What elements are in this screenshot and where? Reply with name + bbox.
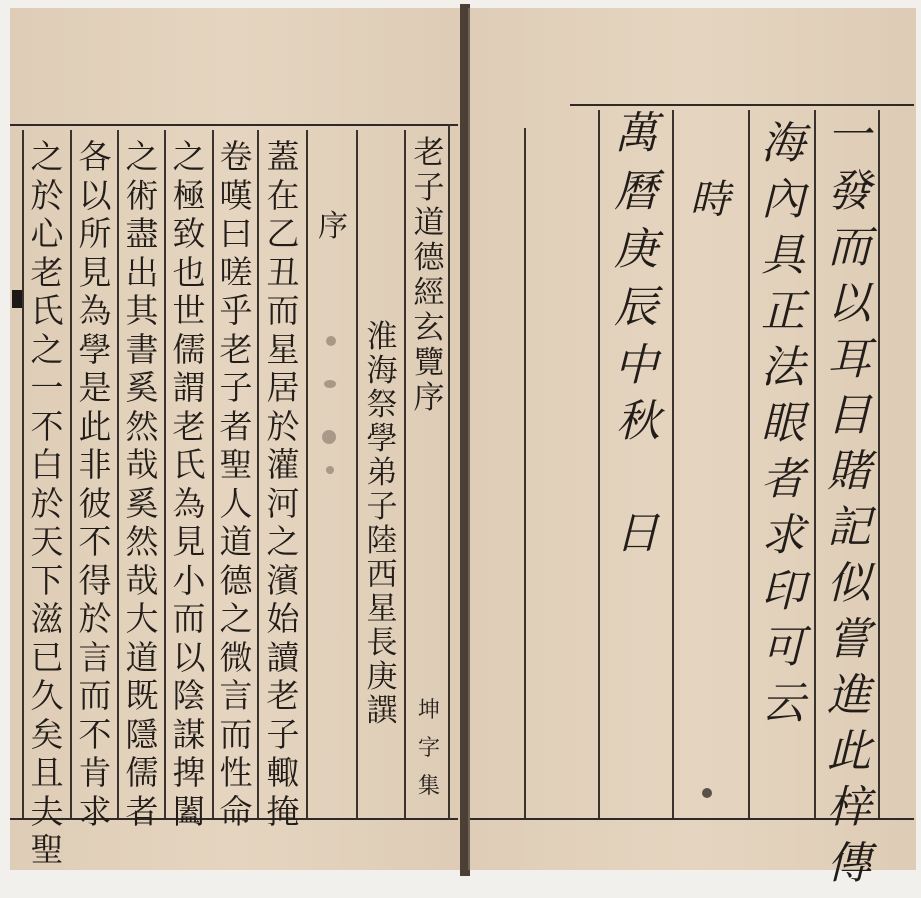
glyph: 覽 <box>413 345 445 381</box>
glyph: 之 <box>30 137 64 176</box>
glyph: 性 <box>219 753 253 792</box>
seal-fragment <box>322 430 336 444</box>
column-rule <box>748 110 750 818</box>
glyph: 大 <box>125 599 159 638</box>
handwritten-column-1 <box>820 110 878 898</box>
seal-fragment <box>324 380 336 388</box>
glyph: 賭 <box>827 446 871 497</box>
glyph: 坤 <box>417 698 440 723</box>
ink-dot <box>702 788 712 798</box>
glyph: 掩 <box>266 791 300 831</box>
glyph: 中 <box>614 340 658 391</box>
glyph: 天 <box>30 522 64 561</box>
column-rule <box>524 128 526 818</box>
glyph: 非 <box>78 445 112 484</box>
glyph: 氏 <box>30 291 64 330</box>
glyph: 道 <box>219 522 253 561</box>
glyph: 之 <box>219 599 253 638</box>
date-column <box>604 108 668 402</box>
glyph: 世 <box>172 291 206 330</box>
glyph: 序 <box>413 380 445 416</box>
glyph: 者 <box>219 406 253 446</box>
glyph: 辰 <box>614 282 658 333</box>
glyph: 星 <box>366 591 398 627</box>
glyph: 白 <box>30 445 64 484</box>
glyph: 不 <box>78 522 112 561</box>
glyph: 子 <box>413 170 445 206</box>
glyph: 捭 <box>172 753 206 792</box>
glyph: 彼 <box>78 483 112 523</box>
preface-title <box>408 135 450 418</box>
glyph: 眼 <box>761 398 805 449</box>
glyph: 可 <box>761 622 805 673</box>
glyph: 心 <box>30 214 64 253</box>
glyph: 出 <box>125 252 159 292</box>
glyph: 矣 <box>30 714 64 754</box>
glyph: 而 <box>78 676 112 715</box>
glyph: 嗟 <box>219 252 253 292</box>
glyph: 哉 <box>125 560 159 600</box>
glyph: 在 <box>266 175 300 215</box>
glyph: 老 <box>266 676 300 715</box>
glyph: 海 <box>761 118 805 169</box>
glyph: 已 <box>30 637 64 677</box>
author-line <box>360 319 404 730</box>
glyph: 乙 <box>266 214 300 253</box>
glyph: 蓋 <box>266 137 300 176</box>
glyph: 一 <box>827 110 871 161</box>
glyph: 儒 <box>125 753 159 792</box>
glyph: 奚 <box>125 368 159 407</box>
glyph: 嘆 <box>219 175 253 215</box>
column-rule <box>356 130 358 818</box>
glyph: 萬 <box>614 108 658 159</box>
glyph: 庚 <box>614 224 658 275</box>
glyph: 於 <box>78 599 112 638</box>
glyph: 始 <box>266 599 300 638</box>
glyph: 下 <box>30 560 64 600</box>
text-column-5 <box>72 137 118 833</box>
glyph: 灌 <box>266 445 300 484</box>
glyph: 居 <box>266 368 300 407</box>
glyph: 讀 <box>266 637 300 677</box>
glyph: 而 <box>266 291 300 330</box>
column-rule <box>404 130 406 818</box>
glyph: 其 <box>125 291 159 330</box>
glyph: 梓 <box>827 782 871 833</box>
glyph: 盡 <box>125 214 159 253</box>
column-rule <box>878 110 880 818</box>
glyph: 西 <box>366 557 398 593</box>
glyph: 弟 <box>366 455 398 491</box>
glyph: 傳 <box>827 838 871 889</box>
glyph: 久 <box>30 676 64 715</box>
glyph: 乎 <box>219 291 253 330</box>
glyph: 具 <box>761 230 805 281</box>
glyph: 見 <box>172 522 206 561</box>
glyph: 子 <box>266 714 300 754</box>
glyph: 奚 <box>125 483 159 523</box>
glyph: 謀 <box>172 714 206 754</box>
glyph: 且 <box>30 753 64 792</box>
glyph: 目 <box>827 390 871 441</box>
glyph: 正 <box>761 286 805 337</box>
text-column-4 <box>119 137 165 833</box>
glyph: 以 <box>172 637 206 677</box>
glyph: 記 <box>827 502 871 553</box>
glyph: 內 <box>761 174 805 225</box>
glyph: 陰 <box>172 676 206 715</box>
seal-fragment <box>326 466 334 474</box>
glyph: 也 <box>172 252 206 292</box>
handwritten-column-2 <box>752 118 814 738</box>
glyph: 濱 <box>266 560 300 600</box>
glyph: 陸 <box>366 523 398 559</box>
glyph: 各 <box>78 137 112 176</box>
glyph: 輙 <box>266 753 300 792</box>
glyph: 書 <box>125 329 159 369</box>
glyph: 謂 <box>172 368 206 407</box>
glyph: 海 <box>366 353 398 389</box>
glyph: 不 <box>30 406 64 446</box>
glyph: 者 <box>761 454 805 505</box>
glyph: 言 <box>219 676 253 715</box>
glyph: 肯 <box>78 753 112 792</box>
glyph: 而 <box>219 714 253 754</box>
glyph: 夫 <box>30 791 64 831</box>
glyph: 道 <box>413 205 445 241</box>
date-column-ri <box>612 508 662 570</box>
text-column-3 <box>166 137 212 833</box>
glyph: 聖 <box>30 830 64 869</box>
section-label <box>312 209 354 244</box>
glyph: 卷 <box>219 137 253 176</box>
glyph: 玄 <box>413 310 445 346</box>
glyph: 子 <box>219 368 253 407</box>
glyph: 而 <box>172 599 206 638</box>
glyph: 庚 <box>366 659 398 695</box>
text-column-2 <box>214 137 258 833</box>
glyph: 者 <box>125 791 159 831</box>
glyph: 之 <box>125 137 159 176</box>
column-rule <box>814 110 816 818</box>
glyph: 術 <box>125 175 159 215</box>
glyph: 之 <box>30 329 64 369</box>
glyph: 此 <box>827 726 871 777</box>
glyph: 德 <box>413 240 445 276</box>
glyph: 極 <box>172 175 206 215</box>
glyph: 然 <box>125 522 159 561</box>
glyph: 不 <box>78 714 112 754</box>
glyph: 河 <box>266 483 300 523</box>
text-column-1 <box>260 137 306 833</box>
glyph: 儒 <box>172 329 206 369</box>
glyph: 星 <box>266 329 300 369</box>
glyph: 微 <box>219 637 253 677</box>
glyph: 曰 <box>219 214 253 253</box>
glyph: 人 <box>219 483 253 523</box>
glyph: 學 <box>78 329 112 369</box>
glyph: 德 <box>219 560 253 600</box>
glyph: 哉 <box>125 445 159 484</box>
glyph: 長 <box>366 625 398 661</box>
glyph: 致 <box>172 214 206 253</box>
glyph: 法 <box>761 342 805 393</box>
glyph: 云 <box>761 678 805 729</box>
glyph: 日 <box>615 508 659 559</box>
glyph: 序 <box>318 209 348 244</box>
glyph: 似 <box>827 558 871 609</box>
collection-label <box>412 700 446 814</box>
glyph: 求 <box>78 791 112 831</box>
glyph: 發 <box>827 166 871 217</box>
glyph: 子 <box>366 489 398 525</box>
glyph: 所 <box>78 214 112 253</box>
glyph: 淮 <box>366 319 398 355</box>
glyph: 老 <box>219 329 253 369</box>
glyph: 耳 <box>827 334 871 385</box>
glyph: 然 <box>125 406 159 446</box>
glyph: 譔 <box>366 693 398 729</box>
glyph: 祭 <box>366 387 398 423</box>
fishtail-mark <box>12 290 22 308</box>
glyph: 曆 <box>614 166 658 217</box>
glyph: 言 <box>78 637 112 677</box>
glyph: 學 <box>366 421 398 457</box>
glyph: 之 <box>266 522 300 561</box>
glyph: 字 <box>417 736 440 761</box>
right-top-border <box>570 104 914 106</box>
glyph: 於 <box>266 406 300 446</box>
glyph: 集 <box>417 774 440 799</box>
glyph: 以 <box>78 175 112 215</box>
left-top-border <box>10 124 458 126</box>
glyph: 為 <box>172 483 206 523</box>
seal-fragment <box>326 336 336 346</box>
glyph: 老 <box>413 135 445 171</box>
glyph: 隱 <box>125 714 159 754</box>
handwritten-column-3 <box>680 177 740 223</box>
glyph: 小 <box>172 560 206 600</box>
column-rule <box>598 110 600 818</box>
glyph: 既 <box>125 676 159 715</box>
glyph: 秋 <box>616 396 660 447</box>
date-column-qiu <box>606 396 670 458</box>
glyph: 闔 <box>172 791 206 831</box>
glyph: 以 <box>827 278 871 329</box>
glyph: 時 <box>690 177 730 223</box>
glyph: 進 <box>827 670 871 721</box>
glyph: 於 <box>30 483 64 523</box>
glyph: 丑 <box>266 252 300 292</box>
glyph: 印 <box>761 566 805 617</box>
glyph: 之 <box>172 137 206 176</box>
glyph: 為 <box>78 291 112 330</box>
glyph: 經 <box>413 275 445 311</box>
glyph: 老 <box>30 252 64 292</box>
column-rule <box>672 110 674 818</box>
glyph: 於 <box>30 175 64 215</box>
column-rule <box>306 130 308 818</box>
glyph: 而 <box>827 222 871 273</box>
glyph: 聖 <box>219 445 253 484</box>
glyph: 是 <box>78 368 112 407</box>
glyph: 氏 <box>172 445 206 484</box>
glyph: 此 <box>78 406 112 446</box>
glyph: 一 <box>30 368 64 407</box>
glyph: 嘗 <box>827 614 871 665</box>
glyph: 得 <box>78 560 112 600</box>
glyph: 見 <box>78 252 112 292</box>
glyph: 道 <box>125 637 159 677</box>
glyph: 滋 <box>30 599 64 638</box>
glyph: 老 <box>172 406 206 446</box>
glyph: 命 <box>219 791 253 831</box>
text-column-6 <box>24 137 70 872</box>
glyph: 求 <box>761 510 805 561</box>
